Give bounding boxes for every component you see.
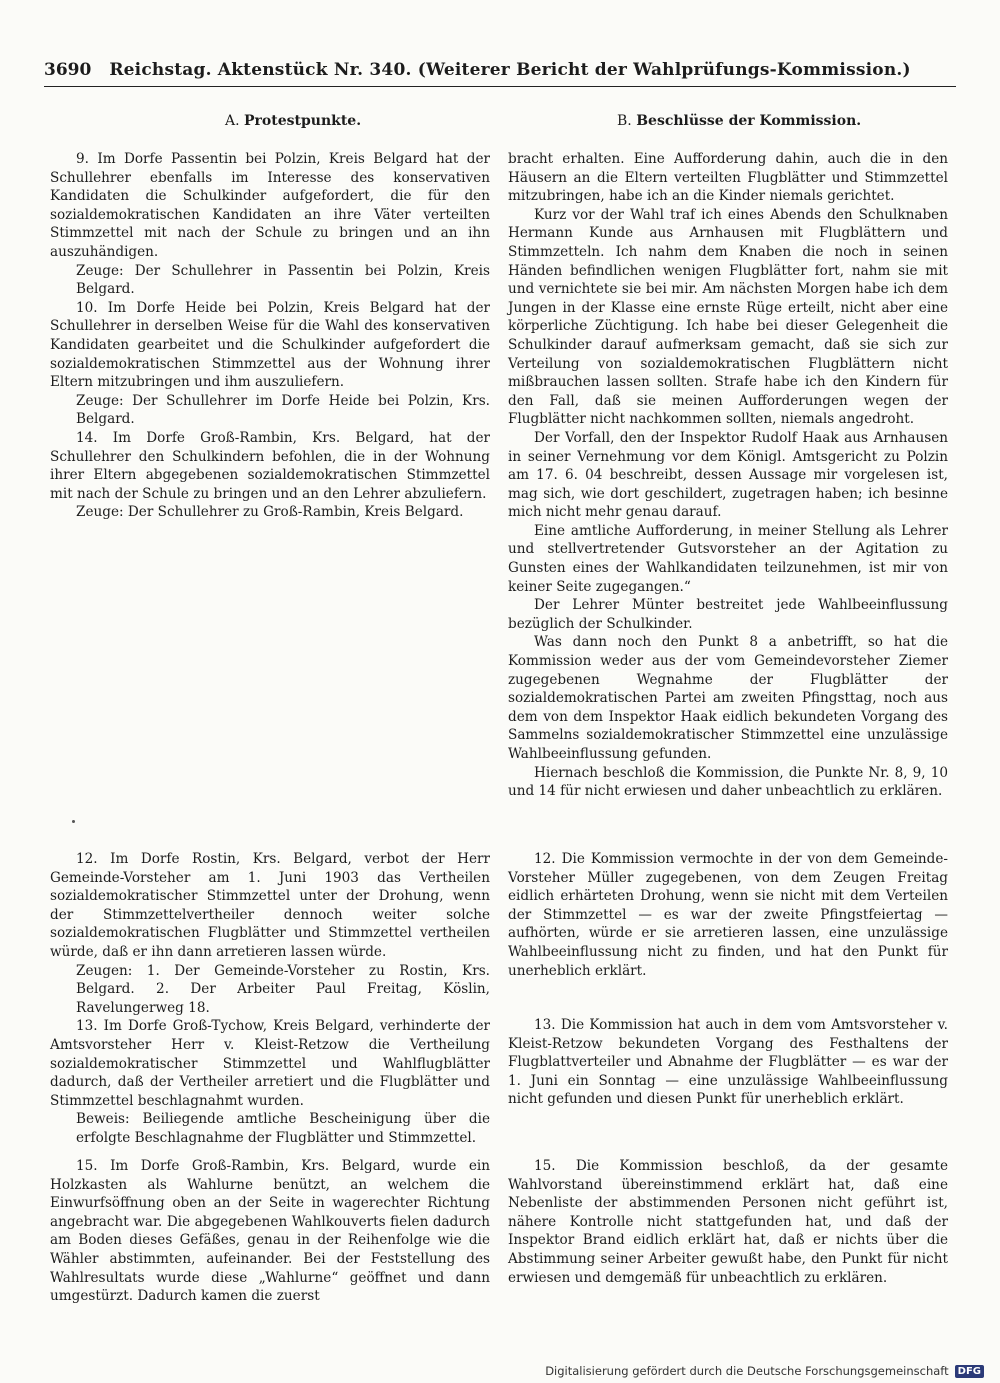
left-column-heading (225, 113, 361, 129)
left-heading-text: Protestpunkte. (244, 113, 362, 129)
evidence-13: Beweis: Beiliegende amtliche Bescheinigung über die erfolgte Beschlagnahme der Flugblätter und Stimmzettel. (76, 1111, 490, 1146)
resolution-paragraph-4: Eine amtliche Aufforderung, in meiner Stellung als Lehrer und stellvertretender Gutsvorsteher an der Agitation zu Gunsten eines der Wahlkandidaten teilzunehmen, ist mir von keiner Seite zugegangen.“ (508, 522, 948, 595)
resolution-paragraph-6: Was dann noch den Punkt 8 a anbetrifft, so hat die Kommission weder aus der vom Gemeindevorsteher Ziemer zugegebenen Wegnahme der Flugblätter der sozialdemokratischen Partei am zweiten Pfingsttag, noch aus dem von dem Inspektor Haak eidlich bekundeten Vorgang des Sammelns sozialdemokratischer Stimmzettel eine unzulässige Wahlbeeinflussung gefunden. (508, 634, 948, 762)
protest-point-9: 9. Im Dorfe Passentin bei Polzin, Kreis Belgard hat der Schullehrer ebenfalls im Interesse des konservativen Kandidaten die Schulkinder aufgefordert, die für den sozialdemokratischen Kandidaten an ihre Väter verteilten Stimmzettel mit nach der Schule zu bringen und an ihn auszuhändigen. (50, 151, 490, 260)
witness-12: Zeugen: 1. Der Gemeinde-Vorsteher zu Rostin, Krs. Belgard. 2. Der Arbeiter Paul Freitag, Köslin, Ravelungerweg 18. (76, 962, 490, 1016)
right-column-block-1 (508, 150, 948, 801)
witness-10: Zeuge: Der Schullehrer im Dorfe Heide bei Polzin, Krs. Belgard. (76, 392, 490, 428)
right-heading-text: Beschlüsse der Kommission. (636, 113, 862, 129)
resolution-point-12: 12. Die Kommission vermochte in der von dem Gemeinde-Vorsteher Müller zugegebenen, von dem Zeugen Freitag eidlich erhärteten Drohung, wenn sie nicht mit dem Verteilen der Stimmzettel — es war der zweite Pfingstfeiertag — aufhörten, würde er sie arretieren lassen, eine unzulässige Wahlbeeinflussung nicht zu finden, und hat den Punkt für unerheblich erklärt. (508, 851, 948, 979)
page-header (44, 60, 956, 87)
page-title: Reichstag. Aktenstück Nr. 340. (Weiterer Bericht der Wahlprüfungs-Kommission.) (109, 60, 911, 80)
protest-point-13: 13. Im Dorfe Groß-Tychow, Kreis Belgard, verhinderte der Amtsvorsteher Herr v. Kleist-Retzow die Vertheilung sozialdemokratischer Stimmzettel und Wahlflugblätter dadurch, daß der Vertheiler arretiert und die Flugblätter und Stimmzettel beschlagnahmt wurden. (50, 1018, 490, 1109)
left-heading-letter: A. (225, 113, 240, 129)
right-heading-letter: B. (617, 113, 632, 129)
left-column-block-1 (50, 150, 490, 522)
right-column-heading (617, 113, 861, 129)
left-column-block-2 (50, 850, 490, 1148)
resolution-paragraph-5: Der Lehrer Münter bestreitet jede Wahlbeeinflussung bezüglich der Schulkinder. (508, 597, 948, 632)
digitization-footer (545, 1364, 984, 1378)
right-column-block-4 (508, 1157, 948, 1287)
protest-point-14: 14. Im Dorfe Groß-Rambin, Krs. Belgard, hat der Schullehrer den Schulkindern befohlen, die in der Wohnung ihrer Eltern abgegebenen sozialdemokratischen Stimmzettel mit nach der Schule zu bringen und an den Lehrer abzuliefern. (50, 429, 490, 502)
resolution-paragraph-7: Hiernach beschloß die Kommission, die Punkte Nr. 8, 9, 10 und 14 für nicht erwiesen und daher unbeachtlich zu erklären. (508, 764, 948, 800)
witness-14: Zeuge: Der Schullehrer zu Groß-Rambin, Kreis Belgard. (76, 504, 464, 521)
witness-9: Zeuge: Der Schullehrer in Passentin bei Polzin, Kreis Belgard. (76, 262, 490, 298)
dfg-logo: DFG (955, 1365, 984, 1378)
protest-point-15: 15. Im Dorfe Groß-Rambin, Krs. Belgard, wurde ein Holzkasten als Wahlurne benützt, an welchem die Einwurfsöffnung oben an der Seite in wagerechter Richtung angebracht war. Die abgegebenen Wahlkouverts fielen dadurch am Boden dieses Gefäßes, genau in der Reihenfolge wie die Wähler abstimmten, aufeinander. Bei der Feststellung des Wahlresultats wurde diese „Wahlurne“ geöffnet und dann umgestürzt. Dadurch kamen die zuerst (50, 1158, 490, 1305)
ink-speck (72, 820, 75, 823)
resolution-paragraph-3: Der Vorfall, den der Inspektor Rudolf Haak aus Arnhausen in seiner Vernehmung vor dem Königl. Amtsgericht zu Polzin am 17. 6. 04 beschreibt, dessen Aussage mir vorgelesen ist, mag sich, wie dort geschildert, zugetragen haben; ich besinne mich nicht mehr genau darauf. (508, 429, 948, 521)
protest-point-10: 10. Im Dorfe Heide bei Polzin, Kreis Belgard hat der Schullehrer in derselben Weise für die Wahl des konservativen Kandidaten gearbeitet und die Schulkinder aufgefordert die sozialdemokratischen Stimmzettel aus der Wohnung ihrer Eltern mitzubringen und ihm auszuliefern. (50, 299, 490, 391)
resolution-point-15: 15. Die Kommission beschloß, da der gesamte Wahlvorstand übereinstimmend erklärt hat, daß eine Nebenliste der abstimmenden Personen nicht geführt ist, nähere Kontrolle nicht stattgefunden hat, und daß der Inspektor Brand eidlich erklärt hat, daß er nichts über die Abstimmung seiner Arbeiter gewußt habe, den Punkt für nicht erwiesen und demgemäß für unbeachtlich zu erklären. (508, 1158, 948, 1286)
left-column-block-3 (50, 1157, 490, 1306)
protest-point-12: 12. Im Dorfe Rostin, Krs. Belgard, verbot der Herr Gemeinde-Vorsteher am 1. Juni 1903 das Vertheilen sozialdemokratischer Stimmzettel unter der Drohung, wenn der Stimmzettelvertheiler dennoch weiter solche sozialdemokratischen Flugblätter und Stimmzettel vertheilen würde, daß er ihn dann arretieren lassen würde. (50, 851, 490, 960)
resolution-point-13: 13. Die Kommission hat auch in dem vom Amtsvorsteher v. Kleist-Retzow bekundeten Vorgang des Festhaltens der Flugblattverteiler und Abnahme der Flugblätter — es war der 1. Juni ein Sonntag — eine unzulässige Wahlbeeinflussung nicht gefunden und diesen Punkt für unerheblich erklärt. (508, 1017, 948, 1108)
page-number: 3690 (44, 60, 92, 80)
right-column-block-3 (508, 1016, 948, 1109)
resolution-continued: bracht erhalten. Eine Aufforderung dahin, auch die in den Häusern an die Eltern verteilten Flugblätter und Stimmzettel mitzubringen, habe ich an die Kinder niemals gerichtet. (508, 151, 948, 205)
right-column-block-2 (508, 850, 948, 980)
footer-text: Digitalisierung gefördert durch die Deutsche Forschungsgemeinschaft (545, 1364, 949, 1378)
resolution-paragraph-2: Kurz vor der Wahl traf ich eines Abends den Schulknaben Hermann Kunde aus Arnhausen mit Flugblättern und Stimmzetteln. Ich nahm dem Knaben die noch in seinen Händen befindlichen wenigen Flugblätter fort, nahm sie mit und vernichtete sie bei mir. Am nächsten Morgen habe ich dem Jungen in der Klasse eine ernste Rüge erteilt, nicht aber eine körperliche Züchtigung. Ich habe bei dieser Gelegenheit die Schulkinder darauf aufmerksam gemacht, daß sie sich zur Verteilung von sozialdemokratischen Flugblättern nicht mißbrauchen lassen sollten. Strafe habe ich den Kindern für den Fall, daß sie meinen Aufforderungen wegen der Flugblätter nicht nachkommen sollten, niemals angedroht. (508, 206, 948, 428)
